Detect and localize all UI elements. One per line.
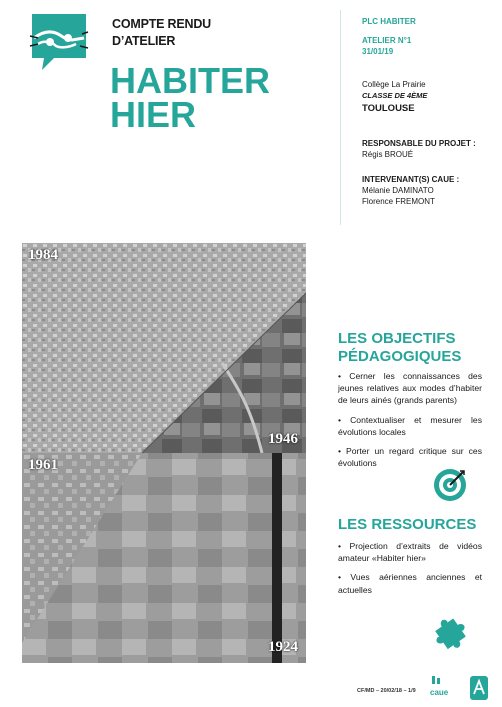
report-type-label	[112, 16, 211, 50]
report-line-2: D’ATELIER	[112, 34, 176, 48]
year-label: 1946	[268, 431, 298, 447]
atelier-date: 31/01/19	[362, 47, 394, 56]
speech-bubble-logo-icon	[28, 12, 90, 74]
school-name: Collège La Prairie	[362, 80, 426, 89]
objectifs-title	[338, 330, 461, 366]
class-level: CLASSE DE 4ÈME	[362, 91, 428, 100]
page-title	[110, 60, 270, 135]
caue-logo-text: caue	[430, 688, 449, 697]
column-divider	[340, 10, 341, 225]
program-name: PLC HABITER	[362, 17, 416, 26]
puzzle-icon	[430, 610, 472, 652]
ressources-list	[338, 540, 482, 603]
city-name: TOULOUSE	[362, 103, 415, 114]
year-label: 1984	[28, 247, 58, 263]
list-item: • Projection d’extraits de vidéos amateur «Habiter hier»	[338, 541, 482, 564]
intervenant-name: Mélanie DAMINATO	[362, 186, 434, 195]
year-label: 1961	[28, 457, 58, 473]
title-line-1: HABITER	[110, 60, 270, 101]
list-item: • Contextualiser et mesurer les évolutions locales	[338, 414, 482, 437]
list-item: • Cerner les connaissances des jeunes relatives aux modes d’habiter de leurs ainés (grands parents)	[338, 371, 482, 406]
document-reference: CF/MD – 20/02/18 – 1/9	[357, 688, 416, 694]
title-line-2: HIER	[110, 94, 197, 135]
objectifs-title-line-2: PÉDAGOGIQUES	[338, 348, 462, 365]
aerial-photo-collage	[22, 243, 306, 663]
agency-logo-icon	[470, 676, 488, 700]
objectifs-list	[338, 370, 482, 476]
ressources-title: LES RESSOURCES	[338, 516, 477, 533]
project-info	[362, 16, 497, 207]
aerial-photo-image	[22, 243, 306, 663]
intervenant-name: Florence FREMONT	[362, 197, 435, 206]
year-label: 1924	[268, 639, 298, 655]
list-item: • Vues aériennes anciennes et actuelles	[338, 572, 482, 595]
responsable-label: RESPONSABLE DU PROJET :	[362, 139, 476, 148]
objectifs-title-line-1: LES OBJECTIFS	[338, 330, 456, 347]
target-icon	[432, 467, 468, 503]
report-line-1: COMPTE RENDU	[112, 17, 211, 31]
atelier-number: ATELIER N°1	[362, 36, 412, 45]
list-item: • Porter un regard critique sur ces évolutions	[338, 446, 482, 469]
intervenants-label: INTERVENANT(S) CAUE :	[362, 175, 460, 184]
responsable-name: Régis BROUÉ	[362, 150, 414, 159]
